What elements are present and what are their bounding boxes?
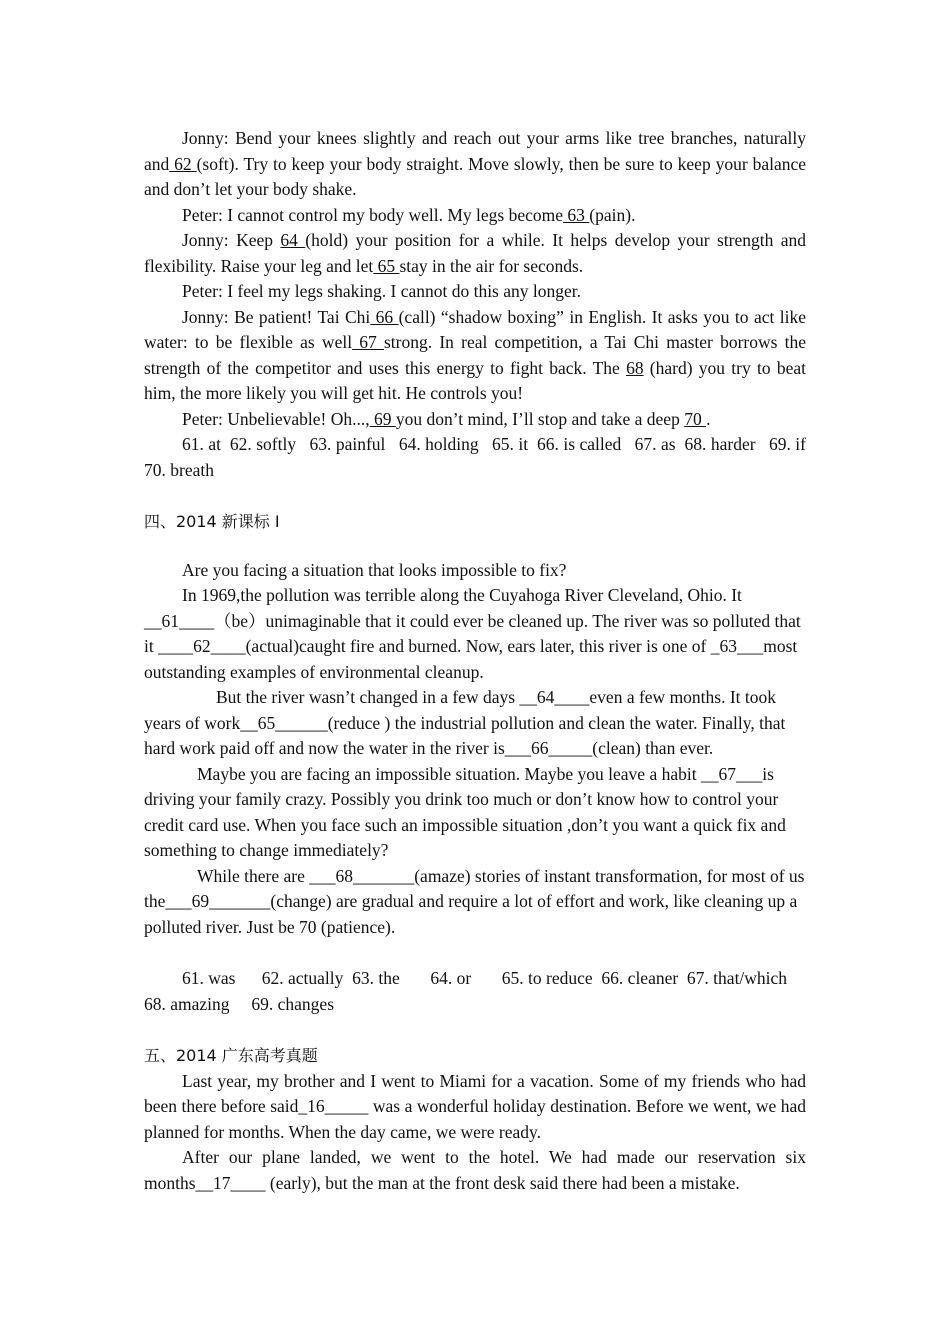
dialogue-paragraph: Peter: Unbelievable! Oh..., 69 you don’t mind, I’ll stop and take a deep 70 . xyxy=(182,408,711,429)
document-page xyxy=(144,126,820,1196)
answer-key: 61. was 62. actually 63. the 64. or 65. to reduce 66. cleaner 67. that/which 68. amazing 69. changes xyxy=(144,968,801,1014)
blank-64: 64 xyxy=(280,230,306,250)
answer-key: 61. at 62. softly 63. painful 64. holding 65. it 66. is called 67. as 68. harder 69. if 70. breath xyxy=(144,434,820,480)
blank-70: 70 xyxy=(684,408,707,429)
section-heading: 四、2014 新课标 I xyxy=(144,512,280,531)
dialogue-paragraph: Peter: I cannot control my body well. My legs become 63 (pain). xyxy=(182,204,636,225)
blank-67: 67 xyxy=(352,332,384,352)
passage-paragraph: After our plane landed, we went to the hotel. We had made our reservation six months__17____ (early), but the man at the front desk said there had been a mistake. xyxy=(144,1147,806,1193)
passage-paragraph: Maybe you are facing an impossible situation. Maybe you leave a habit __67___is driving your family crazy. Possibly you drink too much or don’t know how to control your credit card use. When you face such an impossible situation ,don’t you want a quick fix and something to change immediately? xyxy=(144,763,786,860)
passage-paragraph: Last year, my brother and I went to Miami for a vacation. Some of my friends who had been there before said_16_____ was a wonderful holiday destination. Before we went, we had planned for months. When the day came, we were ready. xyxy=(144,1070,806,1142)
blank-62: 62 xyxy=(169,153,197,174)
passage-paragraph: But the river wasn’t changed in a few days __64____even a few months. It took years of work__65______(reduce ) the industrial pollution and clean the water. Finally, that hard work paid off and now the water in the river is___66_____(clean) than ever. xyxy=(144,687,786,758)
dialogue-paragraph: Jonny: Be patient! Tai Chi 66 (call) “shadow boxing” in English. It asks you to act like water: to be flexible as well 67 strong. In real competition, a Tai Chi master borrows the strength of the competitor and uses this energy to fight back. The 68 (hard) you try to beat him, the more likely you will get hit. He controls you! xyxy=(144,306,807,403)
blank-68: 68 xyxy=(626,357,644,378)
section-heading: 五、2014 广东高考真题 xyxy=(144,1046,318,1065)
passage-paragraph: Are you facing a situation that looks impossible to fix? xyxy=(182,559,567,580)
blank-69: 69 xyxy=(369,408,396,429)
passage-paragraph: While there are ___68_______(amaze) stories of instant transformation, for most of us the___69_______(change) are gradual and require a lot of effort and work, like cleaning up a polluted river. Just be 70 (patience). xyxy=(144,865,805,937)
passage-paragraph: In 1969,the pollution was terrible along the Cuyahoga River Cleveland, Ohio. It __61____（be）unimaginable that it could ever be cleaned up. The river was so polluted that it ____62____(actual)caught fire and burned. Now, ears later, this river is one of _63___most outstanding examples of environmental cleanup. xyxy=(144,585,801,682)
blank-66: 66 xyxy=(370,306,399,327)
dialogue-paragraph: Peter: I feel my legs shaking. I cannot do this any longer. xyxy=(182,281,582,301)
blank-65: 65 xyxy=(373,255,400,276)
dialogue-paragraph: Jonny: Keep 64 (hold) your position for a while. It helps develop your strength and flexibility. Raise your leg and let 65 stay in the air for seconds. xyxy=(144,230,806,276)
blank-63: 63 xyxy=(563,204,590,225)
dialogue-paragraph: Jonny: Bend your knees slightly and reach out your arms like tree branches, naturally and 62 (soft). Try to keep your body straight. Move slowly, then be sure to keep your balance and don’t let your body shake. xyxy=(144,128,807,199)
